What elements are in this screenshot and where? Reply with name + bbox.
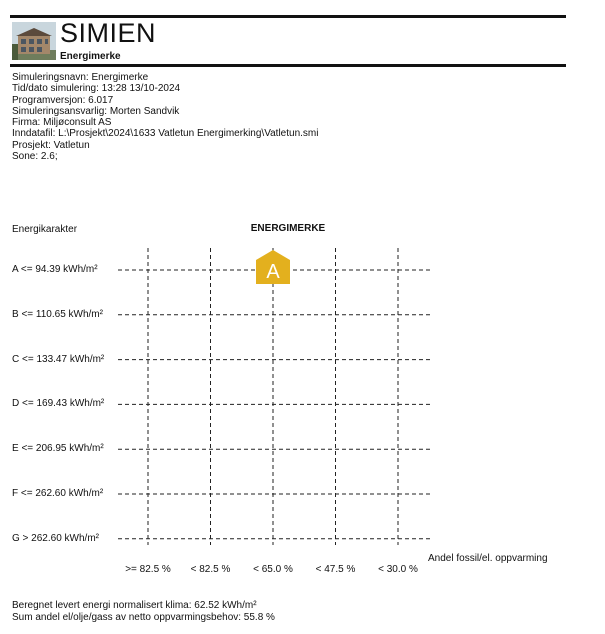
row-label: E <= 206.95 kWh/m² (12, 443, 104, 455)
info-line-simuleringsansvarlig: Simuleringsansvarlig: Morten Sandvik (12, 105, 180, 117)
row-label: D <= 169.43 kWh/m² (12, 398, 105, 410)
y-axis-title: Energikarakter (12, 224, 78, 235)
column-label: < 65.0 % (253, 564, 293, 575)
svg-text:A: A (266, 261, 280, 283)
info-line-firma: Firma: Miljøconsult AS (12, 117, 112, 129)
x-axis-title: Andel fossil/el. oppvarming (428, 553, 548, 564)
info-line-prosjekt: Prosjekt: Vatletun (12, 139, 90, 151)
footer-line-levert-energi: Beregnet levert energi normalisert klima: 62.52 kWh/m² (12, 600, 257, 611)
info-line-inndatafil: Inndatafil: L:\Prosjekt\2024\1633 Vatletun Energimerking\Vatletun.smi (12, 128, 319, 140)
info-line-simuleringsnavn: Simuleringsnavn: Energimerke (12, 72, 149, 83)
chart-title: ENERGIMERKE (250, 223, 326, 234)
footer-line-andel: Sum andel el/olje/gass av netto oppvarmingsbehov: 55.8 % (12, 612, 275, 623)
column-label: >= 82.5 % (125, 564, 171, 575)
energy-grade-marker (256, 250, 290, 284)
info-line-sone: Sone: 2.6; (12, 151, 58, 163)
info-line-tid-dato: Tid/dato simulering: 13:28 13/10-2024 (12, 83, 181, 95)
info-line-programversjon: Programversjon: 6.017 (12, 94, 114, 106)
column-label: < 30.0 % (378, 564, 418, 575)
column-label: < 82.5 % (190, 564, 231, 575)
row-label: A <= 94.39 kWh/m² (12, 264, 98, 275)
column-label: < 47.5 % (315, 564, 356, 575)
footer-summary (12, 600, 275, 624)
row-label: G > 262.60 kWh/m² (12, 532, 99, 544)
row-label: F <= 262.60 kWh/m² (12, 488, 104, 499)
app-subtitle: Energimerke (60, 51, 121, 62)
app-title: SIMIEN (60, 18, 157, 48)
row-label: B <= 110.65 kWh/m² (12, 308, 103, 320)
row-label: C <= 133.47 kWh/m² (12, 353, 105, 365)
